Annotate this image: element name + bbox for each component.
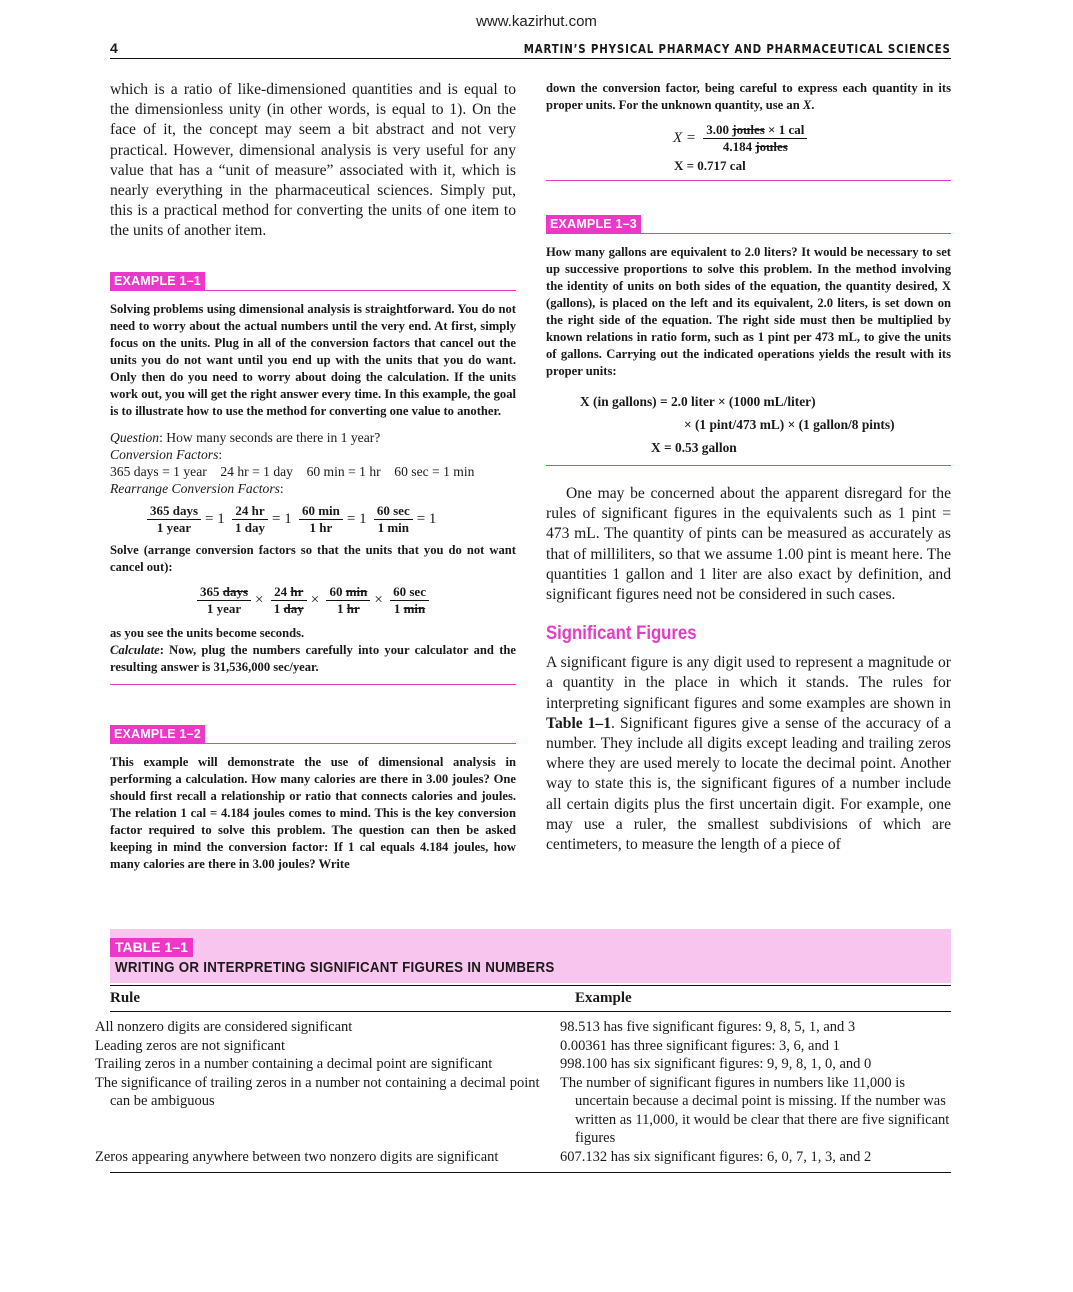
- example-1-2-box: [110, 744, 516, 873]
- fraction-numerator: 365 days: [147, 503, 201, 520]
- numerator-rest: × 1 cal: [764, 122, 805, 137]
- gallon-equation-line-2: × (1 pint/473 mL) × (1 gallon/8 pints): [684, 417, 895, 432]
- example-cell: 0.00361 has three significant figures: 3, 6, and 1: [560, 1037, 840, 1054]
- table-row: [110, 1055, 951, 1074]
- factor-item: 365 days = 1 year: [110, 463, 207, 479]
- equals-one: = 1: [416, 510, 437, 527]
- rule-cell: Leading zeros are not significant: [95, 1037, 286, 1054]
- example-cell: The number of significant figures in numbers like 11,000 is uncertain because a decimal point is missing. If the number was written as 11,000, it would be clear that there are five significant figures: [560, 1074, 950, 1146]
- cancelled-unit: min: [403, 600, 426, 616]
- fraction-denominator: 1 year: [156, 519, 192, 535]
- factors-colon: :: [218, 446, 223, 462]
- numerator-value: 365: [200, 583, 223, 599]
- solve-fraction: [271, 584, 307, 617]
- rearrange-label-row: [110, 480, 516, 497]
- right-column: [546, 80, 951, 855]
- numerator-value: 3.00: [706, 122, 733, 137]
- table-header-row: [110, 986, 951, 1012]
- example-cell: 607.132 has six significant figures: 6, 0, 7, 1, 3, and 2: [560, 1148, 872, 1165]
- page-number: 4: [110, 40, 118, 56]
- paragraph-end: . Significant figures give a sense of the accuracy of a number. They include all digits except leading and trailing zeros where they are used merely to locate the decimal point. Another way to state this is, the significant figures of a number include all certain digits plus the first uncertain digit. For example, one may use a ruler, the smallest subdivisions of which are centimeters, to measure the length of a piece of: [546, 714, 951, 854]
- table-row: [110, 1148, 951, 1167]
- times-sign: ×: [255, 591, 264, 608]
- calculate-label: Calculate: [110, 642, 160, 657]
- fraction-hr-day: [232, 503, 268, 536]
- cancelled-unit: joules: [732, 122, 765, 137]
- fraction-numerator: 60 sec: [374, 503, 413, 520]
- example-1-3-tag: EXAMPLE 1–3: [546, 215, 641, 233]
- cancelled-unit: days: [222, 583, 249, 599]
- solve-fraction: [197, 584, 251, 617]
- denominator-value: 1: [337, 600, 347, 616]
- calculate-body: : Now, plug the numbers carefully into your calculator and the resulting answer is 31,536,000 sec/year.: [110, 642, 516, 674]
- example-1-2-text: This example will demonstrate the use of dimensional analysis in performing a calculation. How many calories are there in 3.00 joules? One should first recall a relationship or ratio that connects calories and joules. The relation 1 cal = 4.184 joules comes to mind. This is the key conversion factor required to solve this problem. The question can then be asked keeping in mind the conversion factor: If 1 cal equals 4.184 joules, how many calories are there in 3.00 joules? Write: [110, 754, 516, 871]
- numerator-value: 24: [274, 583, 291, 599]
- example-1-3-text: How many gallons are equivalent to 2.0 liters? It would be necessary to set up successive proportions to solve this problem. In the method involving the identity of units on both sides of the equation, the quantity desired, X (gallons), is placed on the left and its equivalent, 2.0 liters, is set down on the right side of the equation. The right side must then be multiplied by known relations in ratio form, such as 1 pint per 473 mL, to give the units of gallons. Carrying out the indicated operations yields the result with its proper units:: [546, 245, 951, 378]
- fraction-denominator: 1 hr: [309, 519, 333, 535]
- intro-paragraph: which is a ratio of like-dimensioned quantities and is equal to the dimensionless unity (in other words, is equal to 1). On the face of it, the concept may seem a bit abstract and not very practical. However, dimensional analysis is very useful for any value that has a “unit of measure” associated with it, which is nearly everything in the pharmaceutical sciences. Simply put, this is a practical method for converting the units of one item to the units of another item.: [110, 81, 516, 240]
- table-reference: Table 1–1: [546, 714, 612, 732]
- fraction-sec-min: [374, 503, 413, 536]
- equals-one: = 1: [272, 510, 292, 527]
- denominator-value: 1: [273, 600, 284, 616]
- example-1-2-continuation: [546, 80, 951, 181]
- unknown-x: X: [802, 98, 812, 112]
- denominator-value: 1: [393, 600, 404, 616]
- conversion-factors-label-row: [110, 446, 516, 463]
- table-row: [110, 1018, 951, 1037]
- example-1-1-header: [110, 272, 516, 291]
- numerator-value: 60 sec: [393, 583, 426, 599]
- gallon-result: X = 0.53 gallon: [651, 440, 737, 455]
- times-sign: ×: [374, 591, 383, 608]
- section-heading: Significant Figures: [546, 623, 697, 645]
- example-1-1-tag: EXAMPLE 1–1: [110, 272, 205, 290]
- factor-item: 60 min = 1 hr: [306, 463, 381, 479]
- rule-cell: The significance of trailing zeros in a number not containing a decimal point can be ambiguous: [95, 1074, 540, 1109]
- cancelled-unit: joules: [755, 139, 788, 154]
- cancelled-unit: day: [283, 600, 304, 616]
- fraction-numerator: 24 hr: [232, 503, 268, 520]
- example-1-2-continued-text: [546, 80, 951, 114]
- solve-fraction: [326, 584, 370, 617]
- rearranged-fractions: [144, 503, 516, 536]
- question-label: Question: [110, 429, 160, 445]
- continued-text-end: .: [811, 98, 815, 112]
- column-header-example: Example: [575, 986, 951, 1012]
- denominator-value: 4.184: [722, 139, 756, 154]
- significant-figures-paragraph: [546, 653, 951, 855]
- rearrange-label: Rearrange Conversion Factors: [110, 480, 280, 496]
- factor-item: 24 hr = 1 day: [220, 463, 293, 479]
- example-1-3-header: [546, 215, 951, 234]
- cancelled-unit: hr: [290, 583, 304, 599]
- significant-figures-table: [95, 985, 951, 1173]
- example-1-1-box: [110, 291, 516, 685]
- denominator-value: 1 year: [206, 600, 242, 616]
- table-title: WRITING OR INTERPRETING SIGNIFICANT FIGURES IN NUMBERS: [115, 960, 555, 976]
- numerator-value: 60: [329, 583, 346, 599]
- calculate-text: [110, 642, 516, 676]
- example-1-2-tag: EXAMPLE 1–2: [110, 725, 205, 743]
- fraction-days-year: [147, 503, 201, 536]
- rearrange-colon: :: [279, 480, 284, 496]
- gallon-equation-line-1: X (in gallons) = 2.0 liter × (1000 mL/liter): [580, 394, 816, 409]
- table-row: [110, 1037, 951, 1056]
- paragraph-start: A significant figure is any digit used to represent a magnitude or a quantity in the place in which it stands. The rules for interpreting significant figures and some examples are shown in: [546, 654, 951, 712]
- running-title: MARTIN’S PHYSICAL PHARMACY AND PHARMACEUTICAL SCIENCES: [524, 41, 951, 56]
- table-tag: TABLE 1–1: [110, 938, 193, 957]
- rule-cell: All nonzero digits are considered significant: [95, 1019, 353, 1035]
- example-1-2-header: [110, 725, 516, 744]
- pint-paragraph: One may be concerned about the apparent disregard for the rules of significant figures in the equivalents such as 1 pint = 473 mL. The quantity of pints can be measured as accurately as that of milliliters, so that we assume 1.00 pint is meant here. The quantities 1 gallon and 1 liter are also exact by definition, and significant figures need not be considered in such cases.: [546, 485, 951, 604]
- example-cell: 998.100 has six significant figures: 9, 9, 8, 1, 0, and 0: [560, 1056, 872, 1072]
- example-1-1-question: [110, 429, 516, 446]
- watermark-url: www.kazirhut.com: [476, 13, 597, 30]
- rule-cell: Zeros appearing anywhere between two nonzero digits are significant: [95, 1148, 499, 1165]
- conversion-factors-row: [110, 463, 516, 480]
- fraction-denominator: 1 min: [377, 519, 409, 535]
- column-header-rule: Rule: [110, 986, 575, 1012]
- cancelled-unit: hr: [346, 600, 360, 616]
- left-column: [110, 80, 516, 873]
- units-become-seconds: as you see the units become seconds.: [110, 625, 305, 640]
- table-row: [110, 1074, 951, 1148]
- fraction-min-hr: [299, 503, 343, 536]
- example-cell: 98.513 has five significant figures: 9, 8, 5, 1, and 3: [560, 1019, 856, 1035]
- equals-one: = 1: [205, 510, 225, 527]
- equation-lhs: X =: [673, 130, 697, 146]
- continued-text-start: down the conversion factor, being careful to express each quantity in its proper units. For the unknown quantity, use an: [546, 81, 951, 112]
- fraction-numerator: 60 min: [299, 503, 343, 520]
- question-text: : How many seconds are there in 1 year?: [159, 429, 381, 445]
- joules-equation: [672, 122, 951, 155]
- equals-one: = 1: [346, 510, 367, 527]
- calorie-result: X = 0.717 cal: [674, 158, 746, 173]
- conversion-factors-label: Conversion Factors: [110, 446, 219, 462]
- example-1-1-text: Solving problems using dimensional analysis is straightforward. You do not need to worry about the actual numbers until the very end. At first, simply focus on the units. Plug in all of the conversion factors that cancel out the units you do not want until you end up with the units that you do want. Only then do you need to worry about doing the calculation. If the units work out, you will get the right answer every time. In this example, the goal is to illustrate how to use the method for converting one value to another.: [110, 301, 516, 418]
- page-header: [110, 40, 951, 59]
- example-1-3-box: [546, 234, 951, 466]
- joules-fraction: [703, 122, 807, 155]
- factor-item: 60 sec = 1 min: [394, 463, 475, 479]
- rule-cell: Trailing zeros in a number containing a decimal point are significant: [95, 1056, 493, 1072]
- solve-text: Solve (arrange conversion factors so that the units that you do not want cancel out):: [110, 542, 516, 574]
- solve-equation: [194, 584, 516, 617]
- cancelled-unit: min: [345, 583, 368, 599]
- times-sign: ×: [310, 591, 320, 608]
- fraction-denominator: 1 day: [235, 519, 265, 535]
- solve-fraction: [390, 584, 429, 617]
